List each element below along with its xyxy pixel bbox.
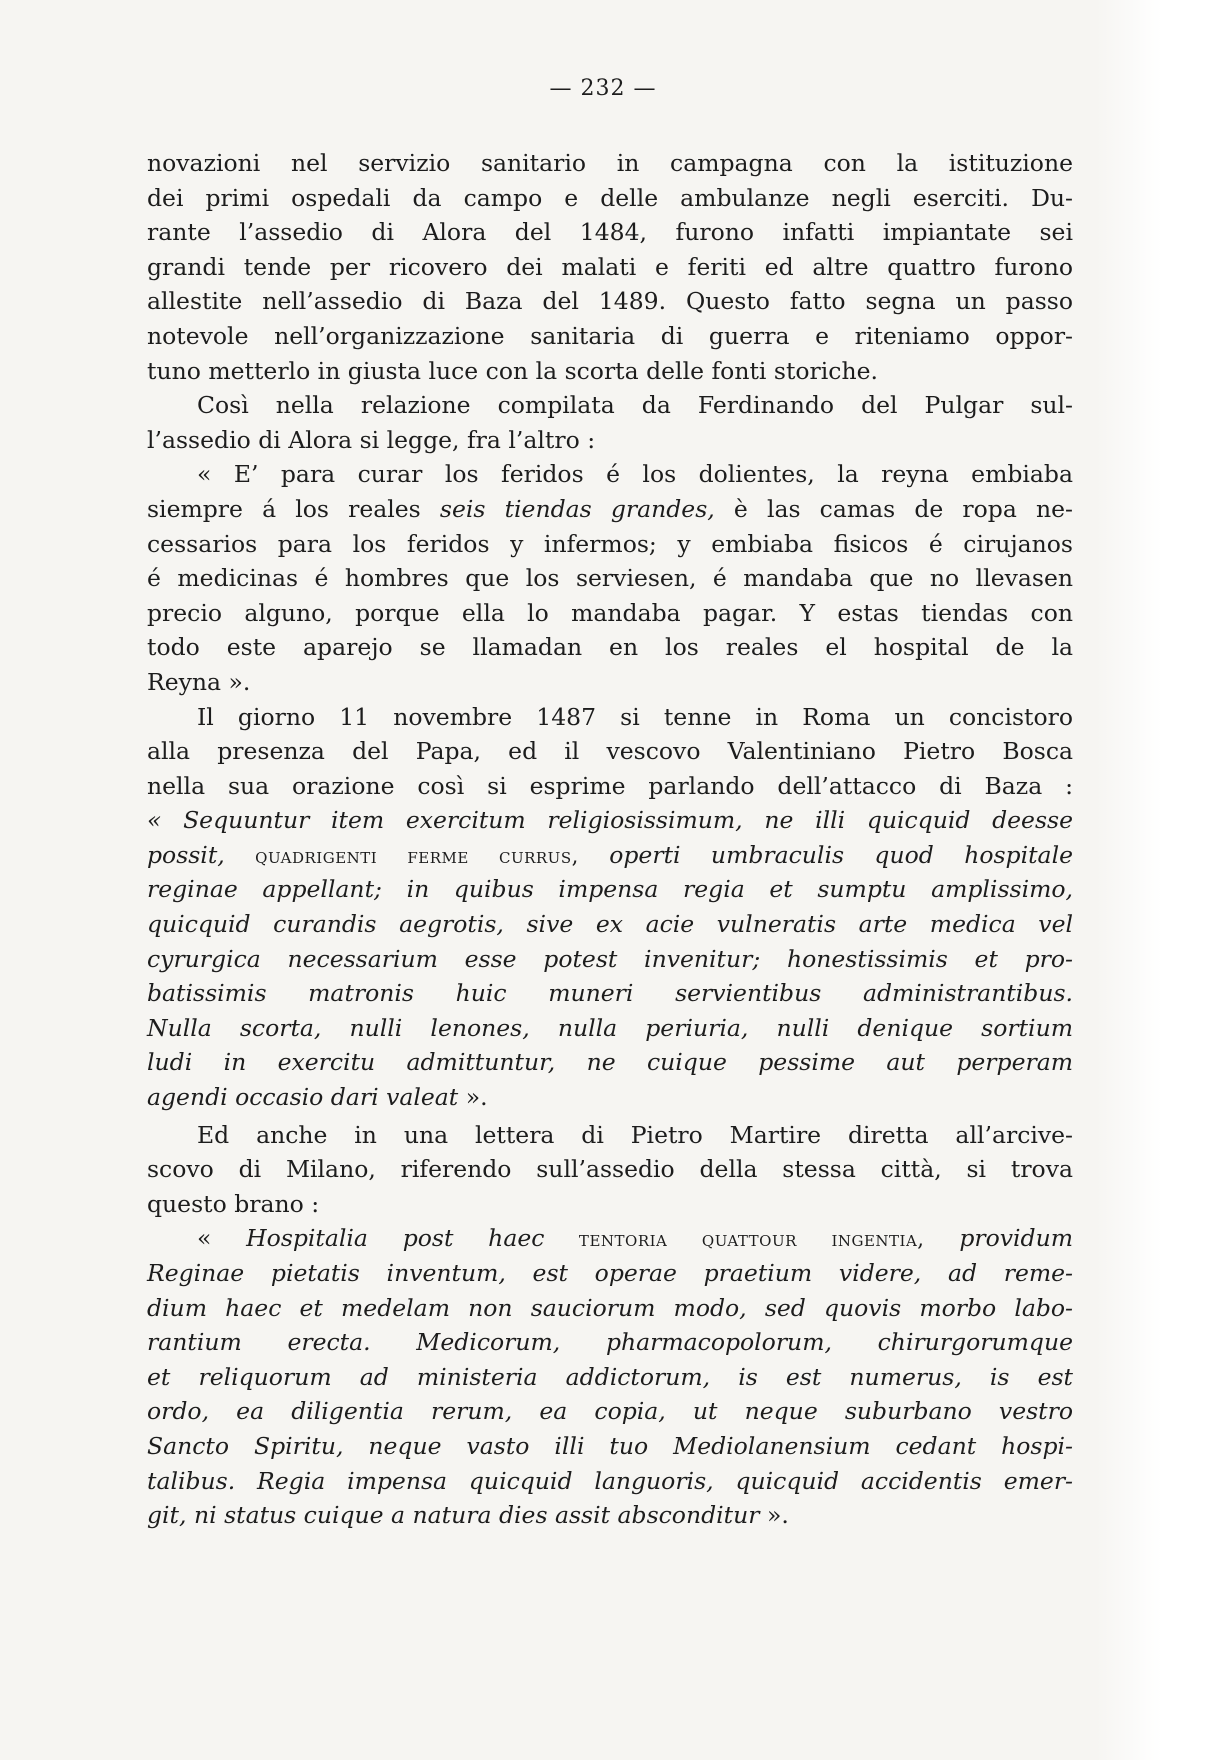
latin-quote-line: cyrurgica necessarium esse potest invenitur; honestissimis et pro-	[147, 944, 1073, 973]
paragraph-consistory	[147, 700, 1073, 1115]
italic-run: agendi occasio dari valeat	[147, 1083, 459, 1112]
text-line: notevole nell’organizzazione sanitaria di guerra e riteniamo oppor-	[147, 321, 1073, 350]
italic-run: operti umbraculis quod hospitale	[578, 840, 1073, 869]
body-text	[147, 146, 1073, 1533]
italic-run: Hospitalia post haec	[246, 1224, 545, 1253]
latin-quote-line: talibus. Regia impensa quicquid languoris, quicquid accidentis emer-	[147, 1466, 1073, 1495]
paragraph-pulgar-intro	[147, 388, 1073, 457]
text-line: Reyna ».	[147, 667, 251, 696]
latin-quote-line	[147, 1498, 1073, 1533]
text-line: l’assedio di Alora si legge, fra l’altro :	[147, 425, 596, 454]
small-caps-phrase: tentoria quattour ingentia,	[544, 1226, 925, 1252]
paragraph-martire-intro	[147, 1118, 1073, 1222]
latin-quote-line: ludi in exercitu admittuntur, ne cuique pessime aut perperam	[147, 1048, 1073, 1077]
latin-quote-line	[147, 1080, 1073, 1115]
text-line: todo este aparejo se llamadan en los reales el hospital de la	[147, 633, 1073, 662]
text-line: tuno metterlo in giusta luce con la scorta delle fonti storiche.	[147, 356, 878, 385]
text-line: scovo di Milano, riferendo sull’assedio della stessa città, si trova	[147, 1155, 1073, 1184]
text-line: Ed anche in una lettera di Pietro Martire diretta all’arcive-	[197, 1120, 1073, 1149]
text-run: siempre á los reales	[147, 494, 440, 523]
latin-quote-line: Sancto Spiritu, neque vasto illi tuo Mediolanensium cedant hospi-	[147, 1431, 1073, 1460]
text-line	[147, 492, 1073, 527]
quote-spanish	[147, 457, 1073, 699]
latin-quote-line: dium haec et medelam non sauciorum modo, sed quovis morbo labo-	[147, 1293, 1073, 1322]
italic-phrase: seis tiendas grandes,	[439, 494, 715, 523]
paragraph-continuation	[147, 146, 1073, 388]
latin-quote-line: et reliquorum ad ministeria addictorum, is est numerus, is est	[147, 1362, 1073, 1391]
latin-quote-line: Nulla scorta, nulli lenones, nulla periuria, nulli denique sortium	[147, 1013, 1073, 1042]
text-line: Così nella relazione compilata da Ferdinando del Pulgar sul-	[197, 391, 1073, 420]
text-line: precio alguno, porque ella lo mandaba pagar. Y estas tiendas con	[147, 598, 1073, 627]
opening-quote: «	[197, 1224, 247, 1253]
page-number-text: — 232 —	[549, 76, 657, 101]
text-line: nella sua orazione così si esprime parlando dell’attacco di Baza :	[147, 771, 1073, 800]
latin-quote-line	[147, 838, 1073, 873]
text-line: rante l’assedio di Alora del 1484, furono infatti impiantate sei	[147, 218, 1073, 247]
text-line: questo brano :	[147, 1189, 320, 1218]
italic-run: possit,	[147, 840, 256, 869]
text-line: alla presenza del Papa, ed il vescovo Valentiniano Pietro Bosca	[147, 737, 1073, 766]
latin-quote-line	[147, 1221, 1073, 1256]
quote-latin-letter	[147, 1221, 1073, 1532]
text-run: è las camas de ropa ne-	[714, 494, 1073, 523]
page-number	[0, 76, 1206, 101]
page-edge-shading	[1096, 0, 1206, 1760]
text-line: é medicinas é hombres que los serviesen, é mandaba que no llevasen	[147, 564, 1073, 593]
latin-quote-line: batissimis matronis huic muneri servientibus administrantibus.	[147, 979, 1073, 1008]
latin-quote-line: quicquid curandis aegrotis, sive ex acie vulneratis arte medica vel	[147, 910, 1073, 939]
italic-run: git, ni status cuique a natura dies assit absconditur	[147, 1501, 760, 1530]
latin-quote-line: rantium erecta. Medicorum, pharmacopolorum, chirurgorumque	[147, 1328, 1073, 1357]
italic-run: providum	[924, 1224, 1074, 1253]
latin-quote-line: « Sequuntur item exercitum religiosissimum, ne illi quicquid deesse	[147, 806, 1073, 835]
text-line: Il giorno 11 novembre 1487 si tenne in Roma un concistoro	[197, 702, 1073, 731]
text-line: cessarios para los feridos y infermos; y embiaba fisicos é cirujanos	[147, 529, 1073, 558]
text-line: grandi tende per ricovero dei malati e feriti ed altre quattro furono	[147, 252, 1073, 281]
latin-quote-line: reginae appellant; in quibus impensa regia et sumptu amplissimo,	[147, 875, 1073, 904]
closing-quote: ».	[458, 1083, 488, 1112]
small-caps-phrase: quadrigenti ferme currus,	[255, 842, 579, 868]
text-line: allestite nell’assedio di Baza del 1489. Questo fatto segna un passo	[147, 287, 1073, 316]
text-line: « E’ para curar los feridos é los dolientes, la reyna embiaba	[197, 460, 1073, 489]
latin-quote-line: ordo, ea diligentia rerum, ea copia, ut neque suburbano vestro	[147, 1397, 1073, 1426]
text-line: dei primi ospedali da campo e delle ambulanze negli eserciti. Du-	[147, 183, 1073, 212]
closing-quote: ».	[759, 1501, 789, 1530]
latin-quote-line: Reginae pietatis inventum, est operae praetium videre, ad reme-	[147, 1259, 1073, 1287]
text-line: novazioni nel servizio sanitario in campagna con la istituzione	[147, 149, 1073, 177]
